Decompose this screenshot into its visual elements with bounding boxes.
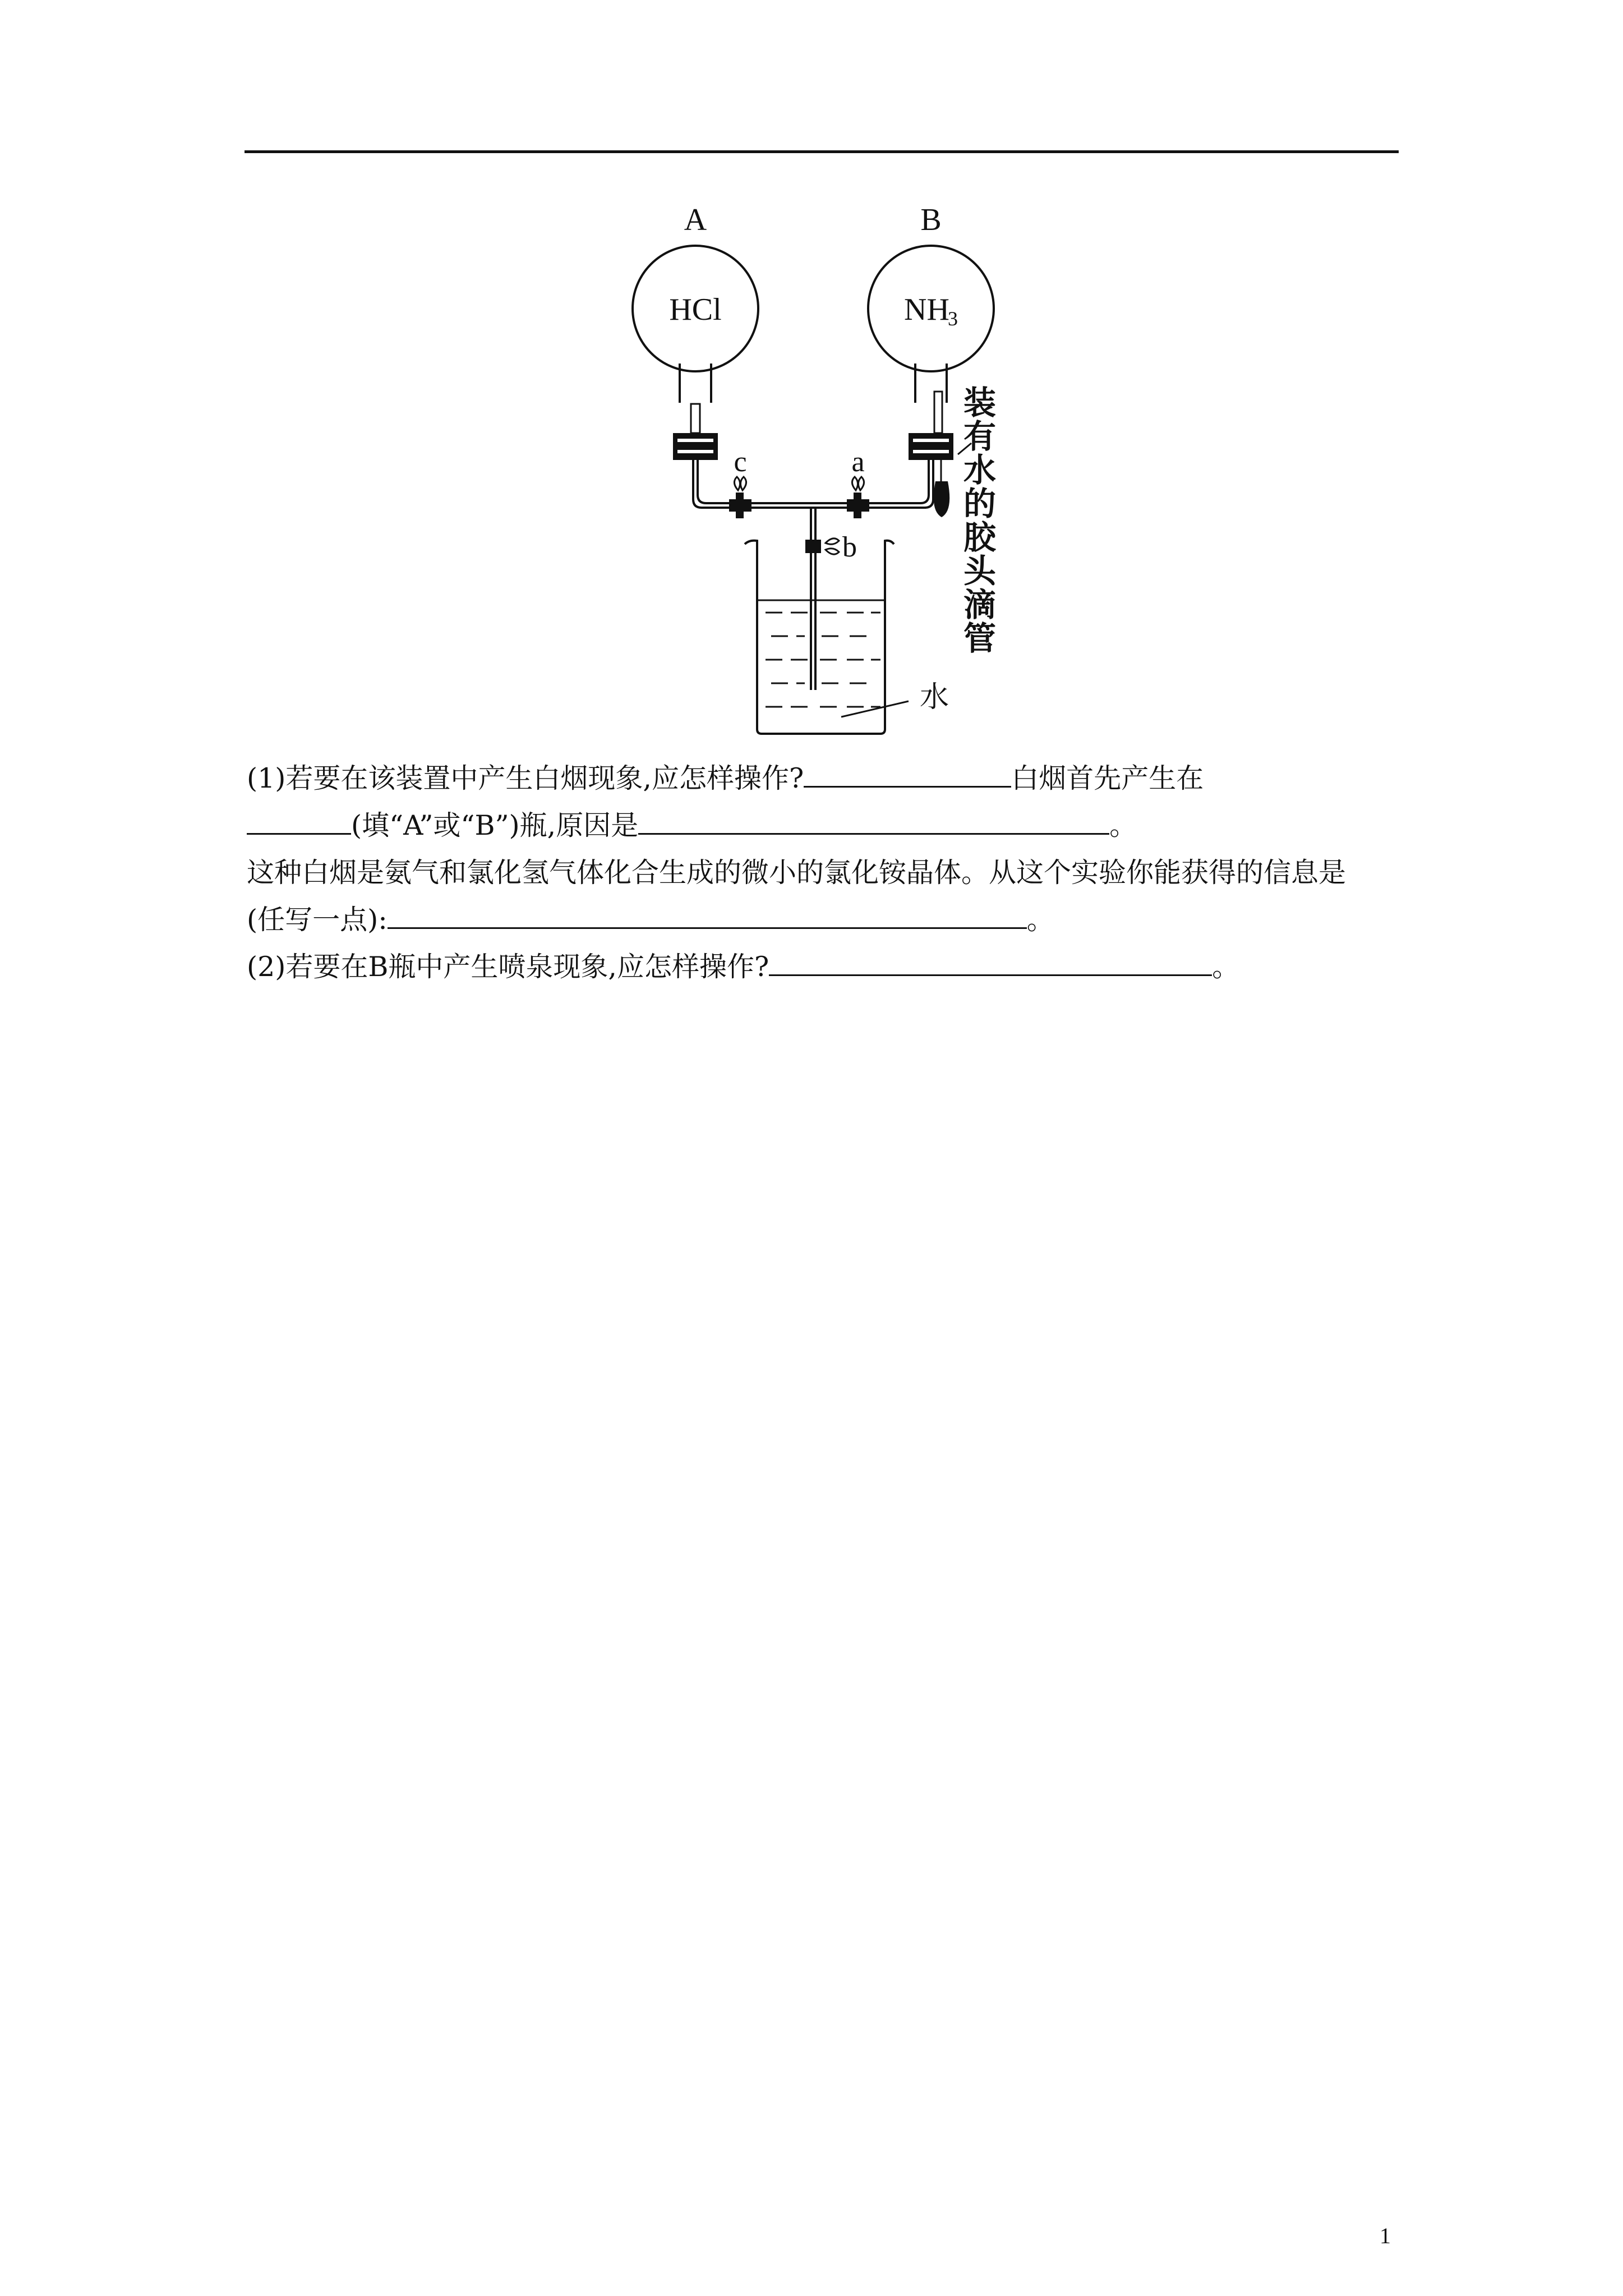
flask-b-gas: NH [904, 292, 949, 327]
header-rule [245, 150, 1399, 153]
q1-text-a: (1)若要在该装置中产生白烟现象,应怎样操作? [247, 762, 804, 794]
dropper-label-char: 的 [963, 485, 997, 523]
q1-line4 [247, 896, 1402, 944]
clamp-c-label: c [734, 446, 747, 478]
q1-line2 [247, 802, 1402, 849]
flask-a [633, 246, 758, 433]
flask-b-label: B [920, 203, 942, 237]
dropper-label-char: 胶 [963, 518, 997, 556]
period: 。 [1212, 951, 1240, 983]
page-number: 1 [1380, 2223, 1391, 2248]
flask-b-gas-subscript: 3 [948, 307, 958, 330]
dropper-label-char: 水 [963, 451, 997, 489]
q2-line [247, 944, 1402, 991]
q2-text: (2)若要在B瓶中产生喷泉现象,应怎样操作? [247, 951, 769, 983]
answer-blank-3[interactable] [638, 808, 1109, 835]
dropper-label-char: 有 [963, 417, 997, 455]
flask-a-label: A [684, 203, 707, 237]
answer-blank-4[interactable] [388, 903, 1027, 929]
beaker [745, 541, 894, 734]
apparatus-diagram [617, 196, 1043, 740]
q1-text-b: 白烟首先产生在 [1011, 762, 1204, 794]
water-label: 水 [920, 680, 949, 714]
dropper-label-char: 滴 [963, 586, 997, 624]
answer-blank-2[interactable] [247, 808, 351, 835]
answer-blank-5[interactable] [769, 950, 1212, 976]
period: 。 [1109, 809, 1137, 841]
dropper-label-char: 头 [963, 552, 997, 590]
q1-text-c: (填“A”或“B”)瓶,原因是 [351, 809, 639, 841]
answer-blank-1[interactable] [804, 761, 1011, 788]
q1-text-e: (任写一点): [247, 904, 388, 936]
flask-a-gas: HCl [669, 292, 722, 327]
clamp-b-label: b [842, 531, 857, 563]
q1-line3 [247, 849, 1402, 896]
period: 。 [1026, 904, 1054, 936]
q1-text-d: 这种白烟是氨气和氯化氢气体化合生成的微小的氯化铵晶体。从这个实验你能获得的信息是 [247, 857, 1347, 889]
dropper-label-char: 装 [963, 384, 997, 422]
clamp-a-label: a [851, 446, 865, 478]
q1-line1 [247, 755, 1402, 802]
dropper-label-char: 管 [963, 619, 997, 657]
